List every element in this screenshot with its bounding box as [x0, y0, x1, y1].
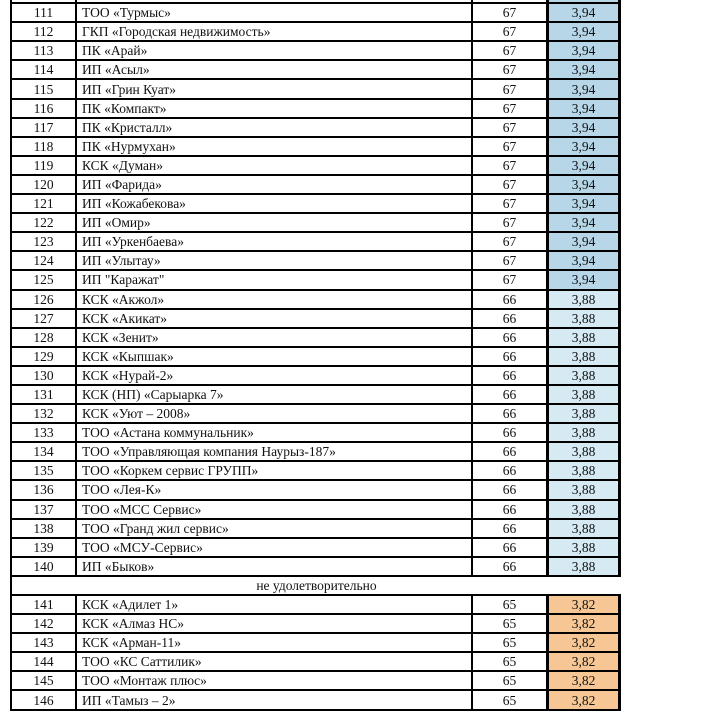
- score-cell: 67: [473, 271, 549, 288]
- score-cell: 66: [473, 462, 549, 479]
- score-cell: 65: [473, 672, 549, 689]
- score-cell: 67: [473, 4, 549, 21]
- score-cell: 65: [473, 691, 549, 708]
- table-row: [12, 195, 621, 214]
- company-name-cell: КСК (НП) «Сарыарка 7»: [77, 386, 473, 403]
- rating-cell: 3,88: [549, 481, 621, 498]
- table-row: [12, 558, 621, 577]
- score-cell: 66: [473, 367, 549, 384]
- rating-cell: 3,88: [549, 405, 621, 422]
- row-number-cell: 125: [12, 271, 77, 288]
- rating-cell: 3,88: [549, 424, 621, 441]
- rating-cell: 3,82: [549, 653, 621, 670]
- rating-cell: 3,82: [549, 672, 621, 689]
- table-row: [12, 4, 621, 23]
- rating-cell: 3,88: [549, 501, 621, 518]
- row-number-cell: 124: [12, 252, 77, 269]
- table-row: [12, 653, 621, 672]
- row-number-cell: 119: [12, 157, 77, 174]
- table-row: [12, 691, 621, 710]
- score-cell: 67: [473, 100, 549, 117]
- rating-cell: 3,94: [549, 157, 621, 174]
- score-cell: 67: [473, 157, 549, 174]
- rating-cell: 3,94: [549, 23, 621, 40]
- row-number-cell: 132: [12, 405, 77, 422]
- score-cell: 67: [473, 42, 549, 59]
- company-name-cell: ТОО «Коркем сервис ГРУПП»: [77, 462, 473, 479]
- score-cell: 66: [473, 291, 549, 308]
- company-name-cell: ИП «Фарида»: [77, 176, 473, 193]
- score-cell: 66: [473, 386, 549, 403]
- rating-cell: 3,88: [549, 520, 621, 537]
- row-number-cell: 115: [12, 80, 77, 97]
- company-name-cell: ТОО «Управляющая компания Наурыз-187»: [77, 443, 473, 460]
- score-cell: 66: [473, 539, 549, 556]
- score-cell: 66: [473, 348, 549, 365]
- score-cell: 67: [473, 23, 549, 40]
- company-name-cell: КСК «Акикат»: [77, 310, 473, 327]
- row-number-cell: 112: [12, 23, 77, 40]
- rating-cell: 3,88: [549, 291, 621, 308]
- rating-cell: 3,94: [549, 214, 621, 231]
- row-number-cell: 113: [12, 42, 77, 59]
- company-name-cell: КСК «Акжол»: [77, 291, 473, 308]
- score-cell: 66: [473, 443, 549, 460]
- row-number-cell: 130: [12, 367, 77, 384]
- table-row: [12, 348, 621, 367]
- company-name-cell: КСК «Алмаз НС»: [77, 615, 473, 632]
- company-name-cell: ИП «Кожабекова»: [77, 195, 473, 212]
- row-number-cell: 142: [12, 615, 77, 632]
- rating-cell: 3,94: [549, 252, 621, 269]
- score-cell: 66: [473, 558, 549, 575]
- company-name-cell: [77, 0, 473, 2]
- company-name-cell: ГКП «Городская недвижимость»: [77, 23, 473, 40]
- table-row: [12, 310, 621, 329]
- score-cell: 65: [473, 596, 549, 613]
- company-name-cell: ТОО «Астана коммунальник»: [77, 424, 473, 441]
- table-row: [12, 329, 621, 348]
- table-row: [12, 176, 621, 195]
- company-name-cell: ПК «Нурмухан»: [77, 138, 473, 155]
- score-cell: 66: [473, 405, 549, 422]
- table-row: [12, 61, 621, 80]
- table-row: [12, 233, 621, 252]
- row-number-cell: 126: [12, 291, 77, 308]
- score-cell: 67: [473, 176, 549, 193]
- rating-cell: 3,82: [549, 634, 621, 651]
- rating-cell: 3,82: [549, 691, 621, 708]
- company-name-cell: КСК «Думан»: [77, 157, 473, 174]
- rating-cell: 3,94: [549, 42, 621, 59]
- company-name-cell: ИП «Асыл»: [77, 61, 473, 78]
- row-number-cell: [12, 0, 77, 2]
- rating-cell: 3,94: [549, 119, 621, 136]
- row-number-cell: 129: [12, 348, 77, 365]
- row-number-cell: 127: [12, 310, 77, 327]
- score-cell: 66: [473, 481, 549, 498]
- score-cell: [473, 0, 549, 2]
- row-number-cell: 118: [12, 138, 77, 155]
- row-number-cell: 135: [12, 462, 77, 479]
- rating-cell: 3,88: [549, 558, 621, 575]
- row-number-cell: 139: [12, 539, 77, 556]
- company-name-cell: КСК «Зенит»: [77, 329, 473, 346]
- company-name-cell: ТОО «МСУ-Сервис»: [77, 539, 473, 556]
- rating-table: [10, 0, 621, 711]
- row-number-cell: 121: [12, 195, 77, 212]
- rating-cell: 3,94: [549, 138, 621, 155]
- row-number-cell: 116: [12, 100, 77, 117]
- table-row: [12, 23, 621, 42]
- row-number-cell: 117: [12, 119, 77, 136]
- row-number-cell: 120: [12, 176, 77, 193]
- row-number-cell: 137: [12, 501, 77, 518]
- company-name-cell: ИП «Грин Куат»: [77, 80, 473, 97]
- row-number-cell: 145: [12, 672, 77, 689]
- company-name-cell: ТОО «Турмыс»: [77, 4, 473, 21]
- rating-cell: 3,88: [549, 386, 621, 403]
- table-row: [12, 80, 621, 99]
- company-name-cell: ИП "Каражат": [77, 271, 473, 288]
- rating-cell: 3,94: [549, 195, 621, 212]
- rating-cell: 3,88: [549, 367, 621, 384]
- company-name-cell: ТОО «МСС Сервис»: [77, 501, 473, 518]
- table-row: [12, 443, 621, 462]
- score-cell: 67: [473, 138, 549, 155]
- score-cell: 65: [473, 653, 549, 670]
- table-row: [12, 119, 621, 138]
- score-cell: 66: [473, 501, 549, 518]
- company-name-cell: ПК «Компакт»: [77, 100, 473, 117]
- score-cell: 67: [473, 233, 549, 250]
- company-name-cell: КСК «Арман-11»: [77, 634, 473, 651]
- rating-cell: 3,94: [549, 176, 621, 193]
- rating-cell: 3,94: [549, 271, 621, 288]
- table-row: [12, 252, 621, 271]
- table-row: [12, 596, 621, 615]
- row-number-cell: 136: [12, 481, 77, 498]
- rating-cell: [549, 0, 621, 2]
- row-number-cell: 143: [12, 634, 77, 651]
- table-row: [12, 138, 621, 157]
- table-row: [12, 615, 621, 634]
- table-row: [12, 271, 621, 290]
- partial-clipped-row: [12, 0, 621, 4]
- rating-cell: 3,94: [549, 233, 621, 250]
- score-cell: 67: [473, 252, 549, 269]
- rating-cell: 3,88: [549, 443, 621, 460]
- rating-cell: 3,88: [549, 329, 621, 346]
- rating-cell: 3,88: [549, 462, 621, 479]
- company-name-cell: ИП «Уркенбаева»: [77, 233, 473, 250]
- company-name-cell: ТОО «Гранд жил сервис»: [77, 520, 473, 537]
- company-name-cell: ТОО «КС Саттилик»: [77, 653, 473, 670]
- row-number-cell: 141: [12, 596, 77, 613]
- score-cell: 67: [473, 195, 549, 212]
- score-cell: 66: [473, 329, 549, 346]
- company-name-cell: ТОО «Монтаж плюс»: [77, 672, 473, 689]
- row-number-cell: 123: [12, 233, 77, 250]
- table-row: [12, 634, 621, 653]
- company-name-cell: КСК «Адилет 1»: [77, 596, 473, 613]
- company-name-cell: ПК «Кристалл»: [77, 119, 473, 136]
- row-number-cell: 111: [12, 4, 77, 21]
- table-row: [12, 539, 621, 558]
- company-name-cell: ПК «Арай»: [77, 42, 473, 59]
- row-number-cell: 131: [12, 386, 77, 403]
- company-name-cell: ИП «Омир»: [77, 214, 473, 231]
- table-row: [12, 501, 621, 520]
- table-row: [12, 367, 621, 386]
- company-name-cell: КСК «Нурай-2»: [77, 367, 473, 384]
- rating-cell: 3,94: [549, 4, 621, 21]
- table-row: [12, 405, 621, 424]
- score-cell: 65: [473, 615, 549, 632]
- table-row: [12, 672, 621, 691]
- company-name-cell: КСК «Кыпшак»: [77, 348, 473, 365]
- table-row: [12, 520, 621, 539]
- table-row: [12, 481, 621, 500]
- table-row: [12, 462, 621, 481]
- table-row: [12, 100, 621, 119]
- row-number-cell: 128: [12, 329, 77, 346]
- rating-cell: 3,82: [549, 615, 621, 632]
- table-row: [12, 386, 621, 405]
- score-cell: 67: [473, 119, 549, 136]
- company-name-cell: ИП «Тамыз – 2»: [77, 691, 473, 708]
- score-cell: 65: [473, 634, 549, 651]
- table-row: [12, 214, 621, 233]
- row-number-cell: 114: [12, 61, 77, 78]
- company-name-cell: ТОО «Лея-К»: [77, 481, 473, 498]
- table-row: [12, 424, 621, 443]
- row-number-cell: 146: [12, 691, 77, 708]
- score-cell: 66: [473, 310, 549, 327]
- rating-cell: 3,82: [549, 596, 621, 613]
- section-divider-row: [12, 577, 621, 596]
- table-row: [12, 42, 621, 61]
- section-divider-label: не удолетворительно: [256, 577, 377, 593]
- company-name-cell: ИП «Быков»: [77, 558, 473, 575]
- row-number-cell: 134: [12, 443, 77, 460]
- rating-cell: 3,94: [549, 100, 621, 117]
- row-number-cell: 122: [12, 214, 77, 231]
- rating-cell: 3,88: [549, 310, 621, 327]
- score-cell: 66: [473, 424, 549, 441]
- rating-cell: 3,88: [549, 539, 621, 556]
- row-number-cell: 144: [12, 653, 77, 670]
- rating-cell: 3,88: [549, 348, 621, 365]
- row-number-cell: 140: [12, 558, 77, 575]
- rating-cell: 3,94: [549, 61, 621, 78]
- company-name-cell: КСК «Уют – 2008»: [77, 405, 473, 422]
- row-number-cell: 138: [12, 520, 77, 537]
- score-cell: 67: [473, 61, 549, 78]
- table-row: [12, 291, 621, 310]
- row-number-cell: 133: [12, 424, 77, 441]
- table-row: [12, 157, 621, 176]
- score-cell: 67: [473, 214, 549, 231]
- rating-cell: 3,94: [549, 80, 621, 97]
- company-name-cell: ИП «Улытау»: [77, 252, 473, 269]
- score-cell: 67: [473, 80, 549, 97]
- score-cell: 66: [473, 520, 549, 537]
